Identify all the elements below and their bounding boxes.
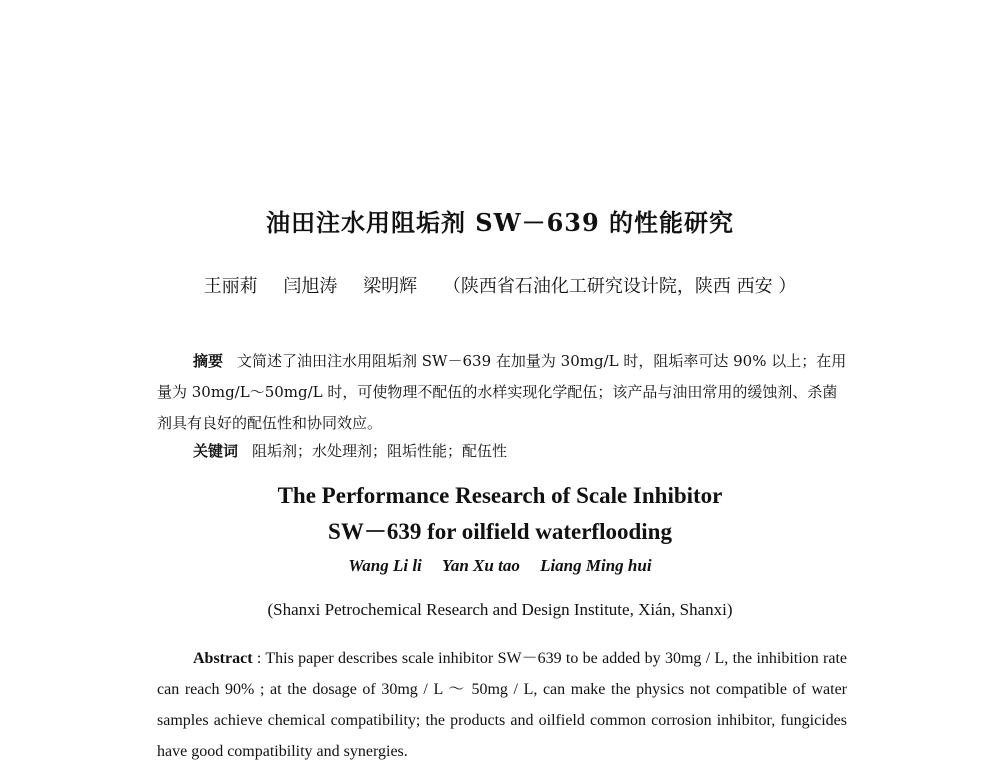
english-author-line	[0, 556, 1000, 576]
chinese-title: 油田注水用阻垢剂 SW－639 的性能研究	[265, 208, 735, 237]
chinese-author: 王丽莉	[203, 276, 258, 297]
chinese-keywords	[193, 440, 507, 461]
chinese-abstract	[157, 346, 847, 439]
chinese-author: 闫旭涛	[283, 276, 338, 297]
chinese-abstract-label: 摘要	[193, 352, 224, 370]
english-abstract-text: : This paper describes scale inhibitor SW－639 to be added by 30mg / L, the inhibition rate can reach 90% ; at the dosage of 30mg / L ～ 50mg / L, can make the physics not compatible of water samples achieve chemical compatibility; the products and oilfield common corrosion inhibitor, fungicides have good compatibility and synergies.	[157, 650, 847, 760]
chinese-author-line	[0, 272, 1000, 298]
chinese-abstract-text: 文简述了油田注水用阻垢剂 SW－639 在加量为 30mg/L 时，阻垢率可达 90% 以上；在用量为 30mg/L～50mg/L 时，可使物理不配伍的水样实现化学配伍；该产品与油田常用的缓蚀剂、杀菌剂具有良好的配伍性和协同效应。	[157, 352, 847, 432]
chinese-affiliation: （陕西省石油化工研究设计院，陕西 西安 ）	[442, 276, 797, 297]
english-abstract-label: Abstract	[193, 650, 253, 667]
english-author: Yan Xu tao	[442, 556, 520, 575]
english-title	[0, 478, 1000, 550]
english-author: Wang Li li	[348, 556, 422, 575]
chinese-keywords-label: 关键词	[193, 442, 239, 460]
english-title-line: SW－639 for oilfield waterflooding	[328, 519, 672, 544]
english-affiliation: (Shanxi Petrochemical Research and Design Institute, Xián, Shanxi)	[267, 600, 733, 619]
chinese-keywords-text: 阻垢剂；水处理剂；阻垢性能；配伍性	[252, 442, 508, 460]
chinese-author: 梁明辉	[363, 276, 418, 297]
english-abstract	[157, 643, 847, 767]
english-author: Liang Ming hui	[540, 556, 652, 575]
english-title-line: The Performance Research of Scale Inhibitor	[277, 483, 723, 508]
